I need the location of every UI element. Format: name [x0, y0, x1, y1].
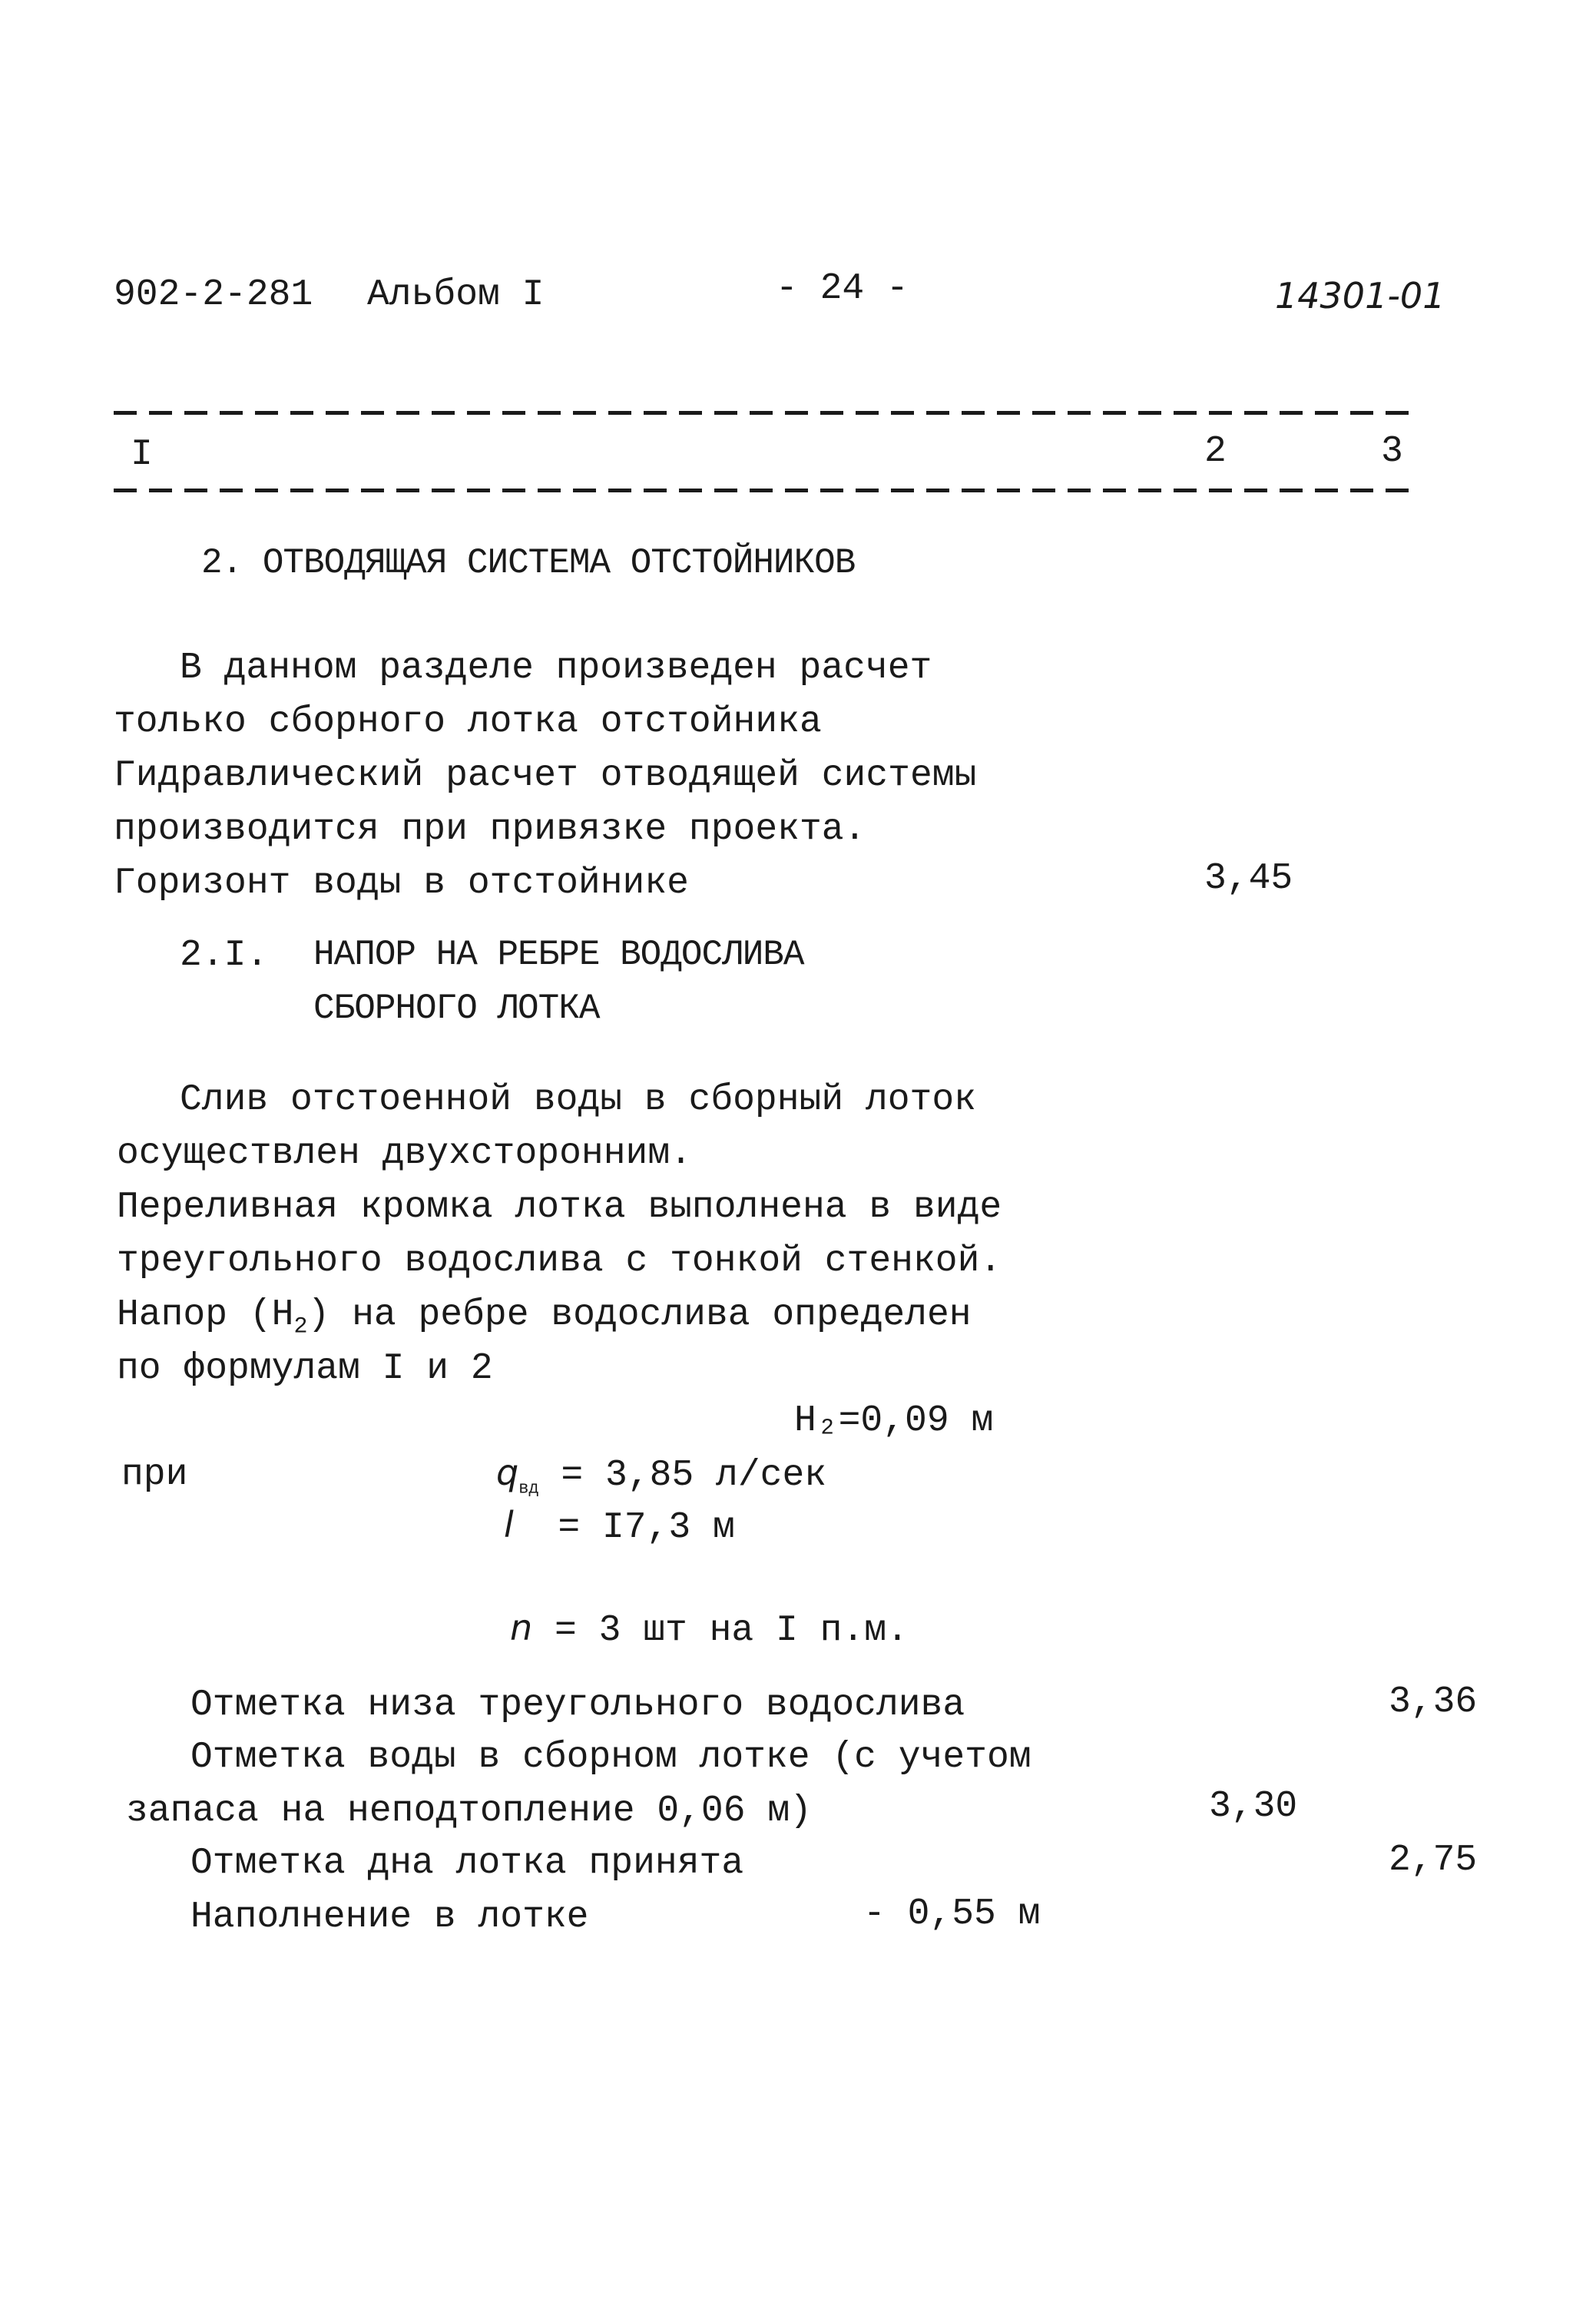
doc-code: 902-2-281	[114, 274, 313, 316]
count-formula: n = 3 шт на I п.м.	[510, 1607, 909, 1651]
head-result: H₂=0,09 м	[794, 1400, 994, 1442]
intro-line-2: только сборного лотка отстойника	[114, 701, 822, 743]
subsection-title-line-1: НАПОР НА РЕБРЕ ВОДОСЛИВА	[313, 935, 804, 975]
column-2-header: 2	[1204, 431, 1227, 472]
body-line-1: Слив отстоенной воды в сборный лоток	[180, 1079, 976, 1121]
flow-formula: $q_{вд} = 3,85$ л/сек	[496, 1452, 827, 1499]
condition-label: при	[121, 1454, 188, 1496]
body-line-2: осуществлен двухсторонним.	[117, 1133, 692, 1174]
table-rule-bottom	[114, 489, 1419, 492]
level-channel-bottom-label: Отметка дна лотка принята	[190, 1843, 744, 1884]
album-label: Альбом I	[367, 274, 545, 316]
formula-reference: по формулам I и 2	[117, 1348, 493, 1390]
column-1-header: I	[131, 434, 153, 475]
water-level-label: Горизонт воды в отстойнике	[114, 863, 689, 904]
intro-line-1: В данном разделе произведен расчет	[180, 648, 932, 689]
head-definition-line: Напор $(H_2)$ на ребре водослива определен	[117, 1294, 972, 1340]
inventory-number: 14301-01	[1275, 275, 1445, 316]
body-line-4: треугольного водослива с тонкой стенкой.	[117, 1240, 1002, 1282]
level-weir-bottom-label: Отметка низа треугольного водослива	[190, 1684, 965, 1726]
intro-line-3: Гидравлический расчет отводящей системы	[114, 755, 977, 797]
intro-line-4: производится при привязке проекта.	[114, 809, 866, 850]
column-3-header: 3	[1381, 431, 1403, 472]
level-water-channel-value: 3,30	[1209, 1786, 1298, 1827]
body-line-3: Переливная кромка лотка выполнена в виде	[117, 1187, 1002, 1228]
level-water-channel-label-2: запаса на неподтопление 0,06 м)	[126, 1790, 812, 1832]
level-channel-bottom-value: 2,75	[1389, 1840, 1478, 1881]
page-number: - 24 -	[776, 268, 909, 310]
water-level-value: 3,45	[1204, 858, 1293, 899]
level-water-channel-label: Отметка воды в сборном лотке (с учетом	[190, 1737, 1031, 1778]
length-formula: l = I7,3 м	[504, 1504, 735, 1549]
filling-label: Наполнение в лотке	[190, 1896, 589, 1938]
level-weir-bottom-value: 3,36	[1389, 1681, 1478, 1723]
subsection-number: 2.I.	[180, 935, 269, 976]
filling-value: - 0,55 м	[863, 1893, 1041, 1935]
table-rule-top	[114, 411, 1419, 415]
subsection-title-line-2: СБОРНОГО ЛОТКА	[313, 989, 600, 1029]
section-title: 2. ОТВОДЯЩАЯ СИСТЕМА ОТСТОЙНИКОВ	[201, 543, 856, 583]
